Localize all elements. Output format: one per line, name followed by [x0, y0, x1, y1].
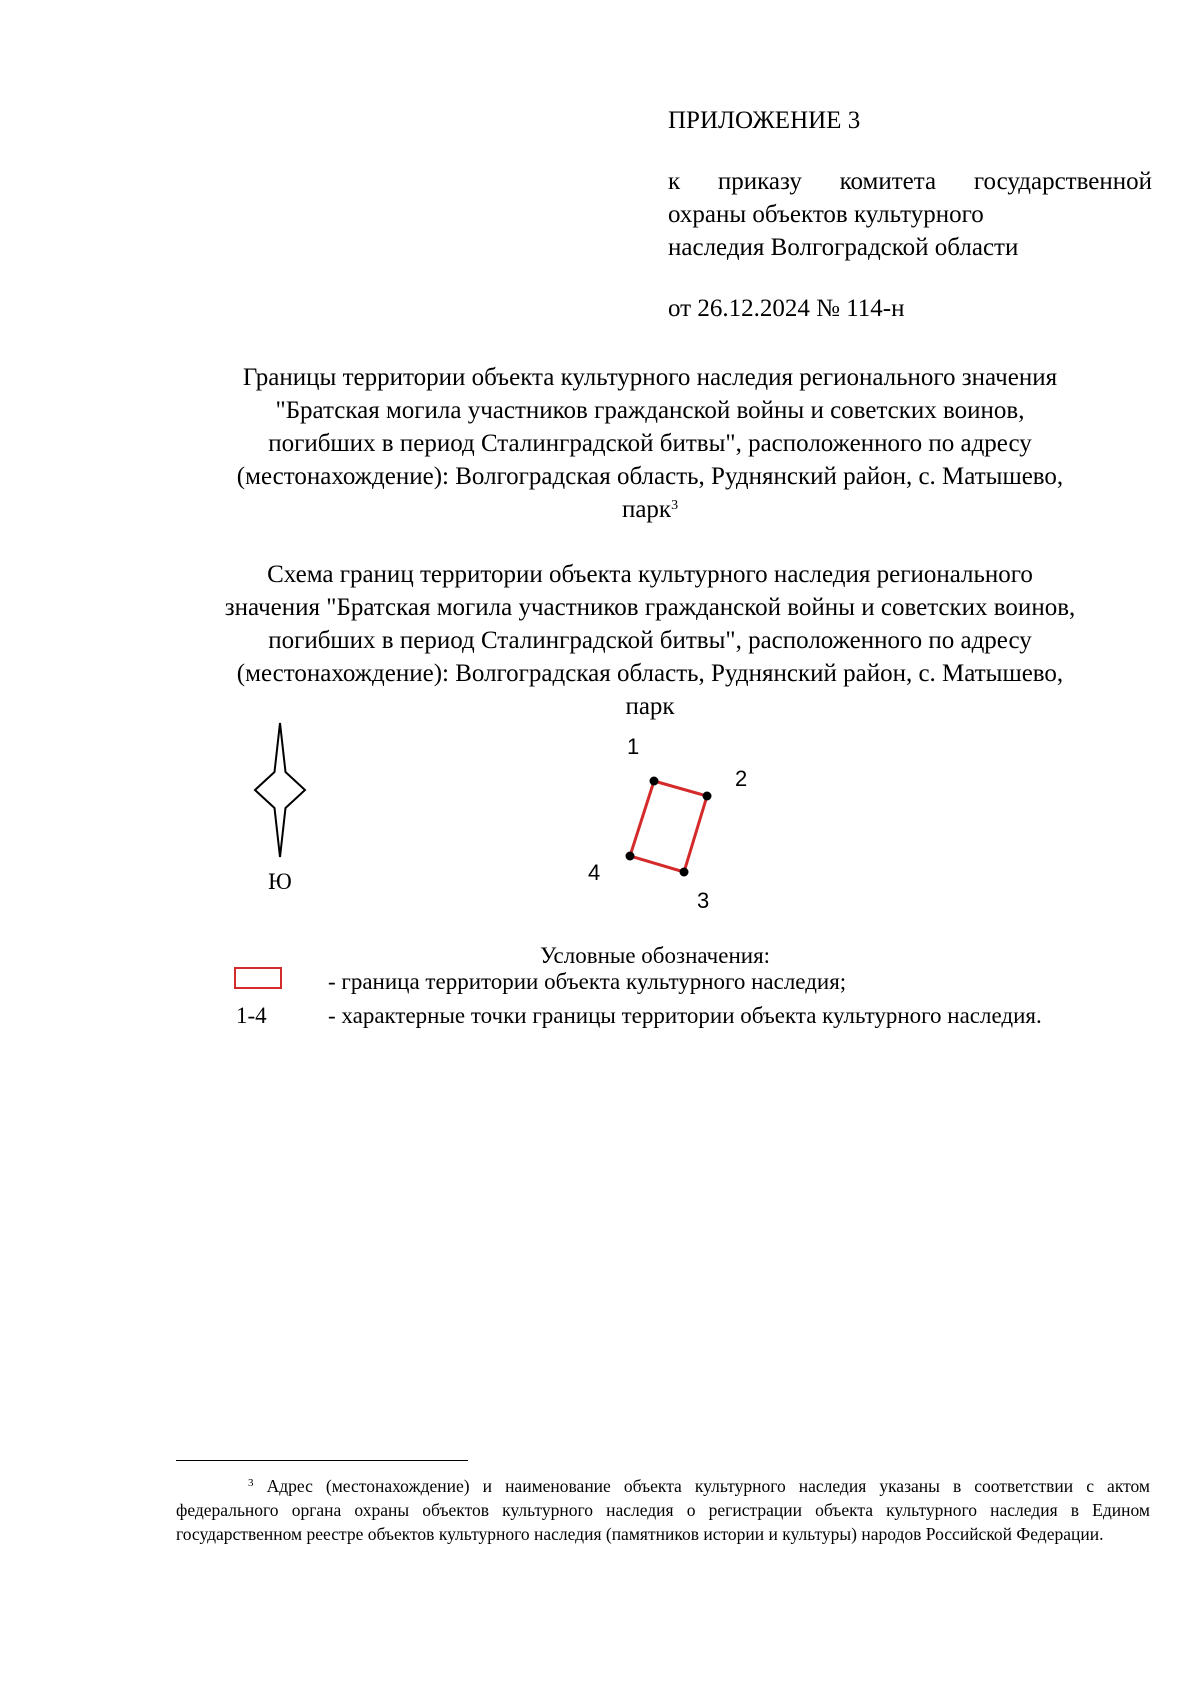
- order-date: от 26.12.2024 № 114-н: [668, 295, 905, 322]
- heading-line: Границы территории объекта культурного наследия регионального значения: [242, 364, 1058, 391]
- order-reference-line: наследия Волгоградской области: [668, 234, 1019, 261]
- point-label-2: 2: [735, 766, 748, 791]
- boundary-scheme: [0, 690, 1200, 930]
- heading-last-word: парк: [621, 496, 672, 523]
- boundary-point-1: [650, 777, 659, 786]
- boundary-polygon: [626, 777, 712, 877]
- scheme-title-line: парк: [625, 693, 675, 720]
- heading-last-line: [150, 493, 1150, 526]
- footnote-separator: [176, 1460, 468, 1461]
- legend-title: Условные обозначения:: [540, 943, 771, 968]
- boundary-point-3: [680, 868, 689, 877]
- order-reference-line: к приказу комитета государственной: [668, 168, 1152, 195]
- appendix-title: ПРИЛОЖЕНИЕ 3: [668, 107, 861, 134]
- compass-south-label: Ю: [268, 869, 292, 894]
- order-reference: [668, 165, 1152, 264]
- boundary-point-2: [703, 792, 712, 801]
- legend-item-points: - характерные точки границы территории объекта культурного наследия.: [328, 1003, 1042, 1028]
- scheme-title-line: Схема границ территории объекта культурного наследия регионального: [267, 561, 1033, 588]
- heading-line: погибших в период Сталинградской битвы", расположенного по адресу: [268, 430, 1032, 457]
- document-heading: [150, 361, 1150, 526]
- legend-points-symbol: 1-4: [236, 1003, 267, 1028]
- boundary-point-4: [626, 852, 635, 861]
- footnote-mark: 3: [248, 1477, 254, 1489]
- point-label-3: 3: [697, 888, 710, 913]
- footnote-text: Адрес (местонахождение) и наименование объекта культурного наследия указаны в соответствии с актом федерального органа охраны объектов культурного наследия о регистрации объекта культурного наследия в Едином государственном реестре объектов культурного наследия (памятников истории и культуры) народов Российской Федерации.: [176, 1476, 1151, 1544]
- north-arrow-icon: [255, 690, 305, 894]
- point-label-1: 1: [627, 734, 640, 759]
- order-reference-line: охраны объектов культурного: [668, 201, 984, 228]
- scheme-title-line: (местонахождение): Волгоградская область, Руднянский район, с. Матышево,: [236, 660, 1064, 687]
- footnote: [176, 1474, 1150, 1546]
- heading-line: "Братская могила участников гражданской войны и советских воинов,: [275, 397, 1025, 424]
- point-label-4: 4: [588, 860, 601, 885]
- scheme-title-line: значения "Братская могила участников гражданской войны и советских воинов,: [224, 594, 1076, 621]
- footnote-reference[interactable]: 3: [671, 498, 679, 513]
- heading-line: (местонахождение): Волгоградская область, Руднянский район, с. Матышево,: [236, 463, 1064, 490]
- legend-boundary-swatch: [234, 967, 282, 989]
- legend-item-boundary: - граница территории объекта культурного наследия;: [328, 969, 847, 994]
- scheme-title-line: погибших в период Сталинградской битвы", расположенного по адресу: [268, 627, 1032, 654]
